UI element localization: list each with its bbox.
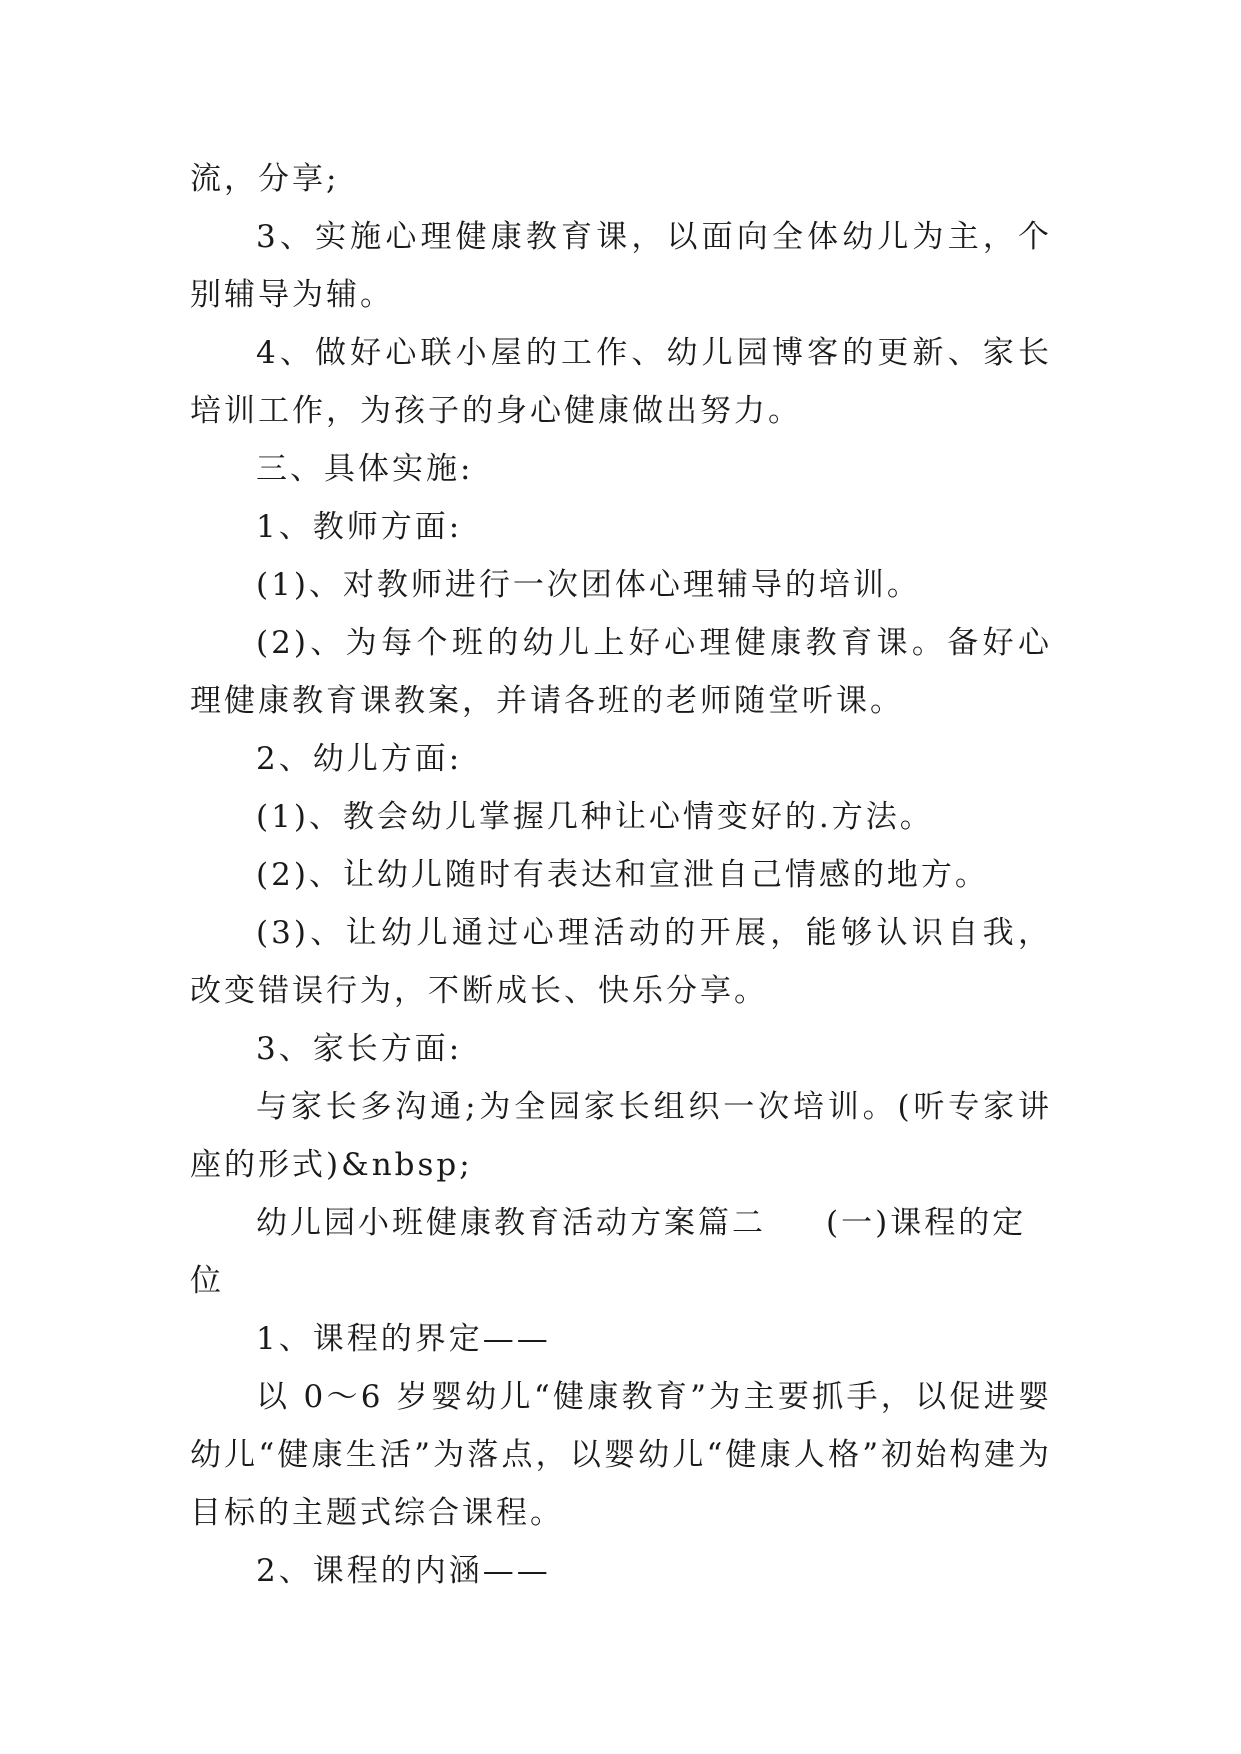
paragraph-2: 3、实施心理健康教育课，以面向全体幼儿为主，个别辅导为辅。 bbox=[190, 219, 1052, 313]
heading-parents: 3、家长方面: bbox=[256, 1031, 463, 1067]
document-body bbox=[190, 150, 1052, 1600]
heading-course-connotation: 2、课程的内涵—— bbox=[256, 1553, 551, 1589]
section-heading-subtitle: (一)课程的定位 bbox=[190, 1205, 1027, 1299]
section-heading bbox=[190, 1194, 1052, 1310]
heading-teachers: 1、教师方面: bbox=[256, 509, 463, 545]
paragraph-1: 流，分享; bbox=[190, 161, 340, 197]
section-heading-title: 幼儿园小班健康教育活动方案篇二 bbox=[256, 1205, 766, 1241]
paragraph-children-2: (2)、让幼儿随时有表达和宣泄自己情感的地方。 bbox=[256, 857, 989, 893]
paragraph-children-3: (3)、让幼儿通过心理活动的开展，能够认识自我，改变错误行为，不断成长、快乐分享。 bbox=[190, 915, 1052, 1009]
paragraph-children-1: (1)、教会幼儿掌握几种让心情变好的.方法。 bbox=[256, 799, 934, 835]
heading-course-definition: 1、课程的界定—— bbox=[256, 1321, 551, 1357]
paragraph-teacher-1: (1)、对教师进行一次团体心理辅导的培训。 bbox=[256, 567, 921, 603]
paragraph-parents: 与家长多沟通;为全园家长组织一次培训。(听专家讲座的形式)&nbsp; bbox=[190, 1089, 1052, 1183]
heading-children: 2、幼儿方面: bbox=[256, 741, 463, 777]
heading-implementation: 三、具体实施: bbox=[256, 451, 474, 487]
paragraph-course-definition: 以 0～6 岁婴幼儿“健康教育”为主要抓手，以促进婴幼儿“健康生活”为落点，以婴幼儿“健康人格”初始构建为目标的主题式综合课程。 bbox=[190, 1379, 1052, 1531]
paragraph-3: 4、做好心联小屋的工作、幼儿园博客的更新、家长培训工作，为孩子的身心健康做出努力。 bbox=[190, 335, 1052, 429]
paragraph-teacher-2: (2)、为每个班的幼儿上好心理健康教育课。备好心理健康教育课教案，并请各班的老师随堂听课。 bbox=[190, 625, 1052, 719]
